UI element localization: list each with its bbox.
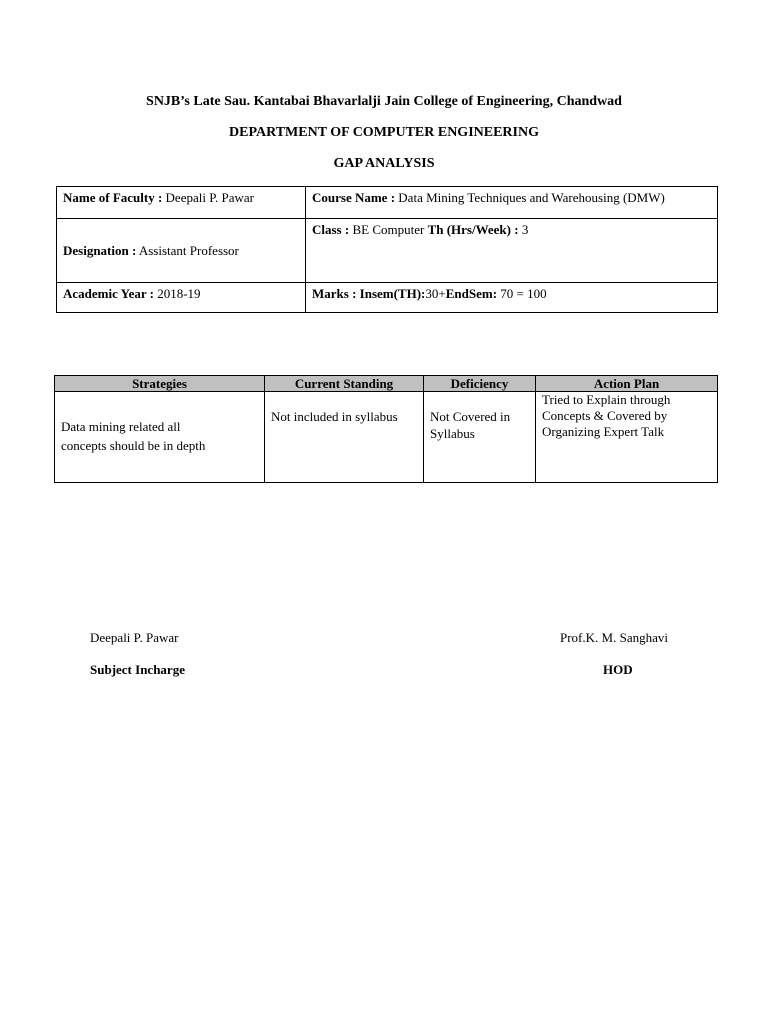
class-label: Class : bbox=[312, 222, 350, 237]
document-title: GAP ANALYSIS bbox=[333, 156, 435, 171]
action-plan-cell bbox=[536, 392, 718, 483]
department-title: DEPARTMENT OF COMPUTER ENGINEERING bbox=[229, 125, 539, 140]
designation-cell bbox=[57, 219, 306, 283]
course-value: Data Mining Techniques and Warehousing (DMW) bbox=[398, 190, 665, 205]
college-name: SNJB’s Late Sau. Kantabai Bhavarlalji Jain College of Engineering, Chandwad bbox=[146, 94, 622, 109]
action-plan-line: Tried to Explain through bbox=[542, 392, 671, 407]
faculty-value: Deepali P. Pawar bbox=[165, 190, 254, 205]
course-info-table bbox=[56, 186, 718, 313]
class-value: BE Computer bbox=[352, 222, 425, 237]
info-row bbox=[57, 187, 718, 219]
subject-incharge-role: Subject Incharge bbox=[90, 662, 185, 677]
column-header-action-plan: Action Plan bbox=[536, 376, 718, 392]
hod-name: Prof.K. M. Sanghavi bbox=[560, 630, 668, 645]
marks-endsem-label: EndSem: bbox=[445, 286, 498, 301]
column-header-current-standing: Current Standing bbox=[265, 376, 424, 392]
faculty-label: Name of Faculty : bbox=[63, 190, 163, 205]
current-standing-text: Not included in syllabus bbox=[271, 409, 398, 424]
year-value: 2018-19 bbox=[157, 286, 201, 301]
course-cell bbox=[306, 187, 718, 219]
designation-value: Assistant Professor bbox=[138, 242, 239, 258]
gap-analysis-table bbox=[54, 375, 718, 483]
strategy-line: Data mining related all bbox=[61, 419, 181, 434]
designation-label: Designation : bbox=[63, 242, 137, 258]
course-label: Course Name : bbox=[312, 190, 396, 205]
marks-endsem: 70 = 100 bbox=[500, 286, 547, 301]
hod-role: HOD bbox=[603, 662, 633, 677]
marks-label: Marks : Insem(TH): bbox=[312, 286, 426, 301]
strategy-line: concepts should be in depth bbox=[61, 438, 206, 453]
deficiency-line: Not Covered in bbox=[430, 409, 511, 424]
table-row bbox=[55, 392, 718, 483]
faculty-cell bbox=[57, 187, 306, 219]
table-header-row bbox=[55, 376, 718, 392]
column-header-deficiency: Deficiency bbox=[424, 376, 536, 392]
column-header-strategies: Strategies bbox=[55, 376, 265, 392]
th-label: Th (Hrs/Week) : bbox=[427, 222, 519, 237]
action-plan-line: Concepts & Covered by bbox=[542, 408, 668, 423]
info-row bbox=[57, 283, 718, 313]
marks-cell bbox=[306, 283, 718, 313]
year-cell bbox=[57, 283, 306, 313]
deficiency-cell bbox=[424, 392, 536, 483]
deficiency-line: Syllabus bbox=[430, 426, 475, 441]
class-cell bbox=[306, 219, 718, 283]
marks-insem: 30+ bbox=[425, 286, 446, 301]
th-value: 3 bbox=[521, 222, 529, 237]
info-row bbox=[57, 219, 718, 283]
subject-incharge-name: Deepali P. Pawar bbox=[90, 630, 179, 645]
year-label: Academic Year : bbox=[63, 286, 154, 301]
strategy-cell bbox=[55, 392, 265, 483]
current-standing-cell bbox=[265, 392, 424, 483]
action-plan-line: Organizing Expert Talk bbox=[542, 424, 665, 439]
